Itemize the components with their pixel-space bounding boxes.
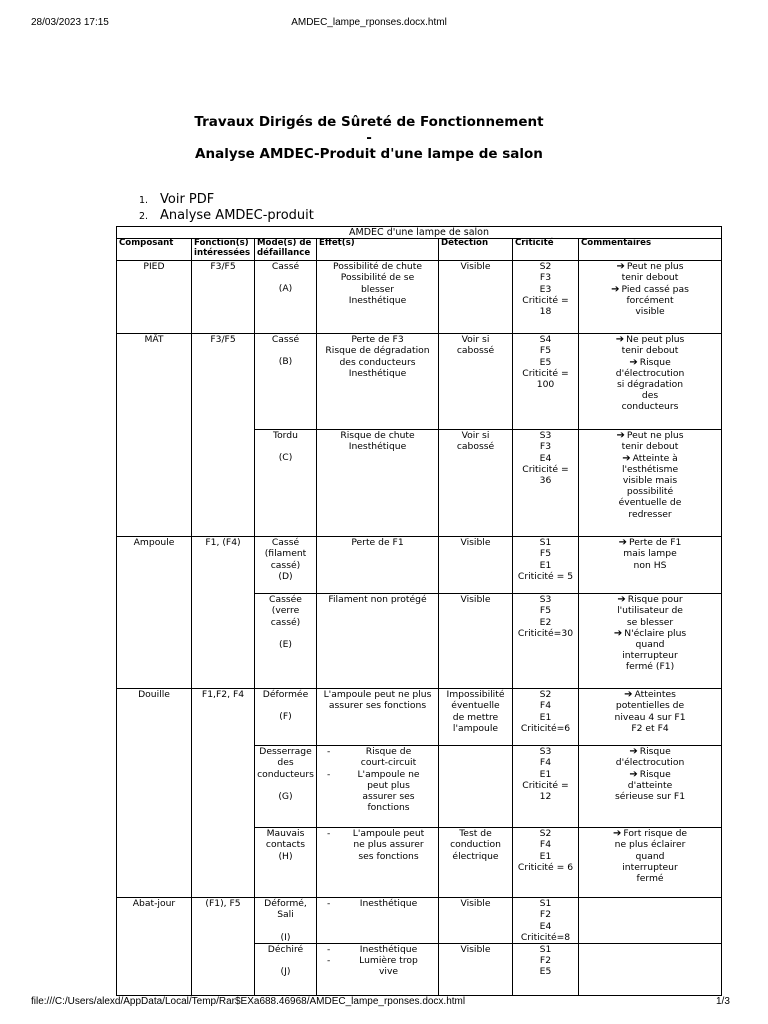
cell-mode: Desserrage des conducteurs (G) xyxy=(255,746,317,828)
cell-line: E4 xyxy=(539,920,552,932)
cell-detection: Visible xyxy=(439,537,513,594)
cell-line: S3 xyxy=(539,430,552,442)
cell-line: Voir si xyxy=(461,430,490,442)
cell-mode: Tordu (C) xyxy=(255,430,317,537)
cell-line: des xyxy=(277,757,294,769)
cell-line: (D) xyxy=(278,570,293,582)
list-number: 2. xyxy=(139,211,149,222)
cell-effets xyxy=(317,537,439,594)
cell-line: Test de xyxy=(459,828,492,840)
bullet-item: - Inesthétique xyxy=(327,898,418,910)
comment-item: ➔ Perte de F1 mais lampe non HS xyxy=(618,537,682,571)
dash-bullet-icon: - xyxy=(327,944,331,956)
arrow-right-icon: ➔ xyxy=(622,452,631,464)
cell-line: Risque de chute xyxy=(340,430,415,442)
cell-line: Criticité = xyxy=(522,779,569,791)
arrow-right-icon: ➔ xyxy=(624,689,633,701)
cell-line: E1 xyxy=(539,711,552,723)
cell-fonctions: F1,F2, F4 xyxy=(192,689,255,898)
comment-item: ➔ N'éclaire plus quand interrupteur fermé (F1) xyxy=(613,627,687,673)
cell-effets xyxy=(317,430,439,537)
cell-commentaires xyxy=(579,430,722,537)
cell-criticite xyxy=(513,689,579,746)
cell-line: F2 xyxy=(539,909,552,921)
print-file-path: file:///C:/Users/alexd/AppData/Local/Temp/Rar$EXa688.46968/AMDEC_lampe_rponses.docx.html xyxy=(31,996,466,1007)
table-row xyxy=(117,261,722,334)
header-modes: Mode(s) de défaillance xyxy=(255,239,317,261)
cell-line: l'ampoule xyxy=(452,722,499,734)
document-title: Travaux Dirigés de Sûreté de Fonctionnement xyxy=(194,114,544,130)
header-composant: Composant xyxy=(117,239,192,261)
amdec-table xyxy=(116,226,722,996)
cell-commentaires xyxy=(579,898,722,944)
cell-line: E1 xyxy=(539,768,552,780)
cell-line: cassé) xyxy=(270,559,301,571)
cell-line: S3 xyxy=(539,594,552,606)
cell-line: 18 xyxy=(539,306,552,318)
cell-fonctions: F3/F5 xyxy=(192,261,255,334)
cell-line: 12 xyxy=(539,791,552,803)
cell-line: conducteurs xyxy=(257,768,314,780)
cell-line: (H) xyxy=(278,850,293,862)
cell-criticite xyxy=(513,944,579,996)
cell-criticite xyxy=(513,334,579,430)
cell-mode: Cassée (verre cassé) (E) xyxy=(255,594,317,689)
cell-line: F3 xyxy=(539,272,552,284)
cell-line: F5 xyxy=(539,345,552,357)
comment-item: ➔ Risque pour l'utilisateur de se blesser xyxy=(617,594,683,628)
cell-commentaires xyxy=(579,746,722,828)
comment-item: ➔ Ne peut plus tenir debout xyxy=(615,334,685,357)
cell-line: Cassée xyxy=(269,594,302,606)
cell-mode xyxy=(255,537,317,594)
table-caption: AMDEC d'une lampe de salon xyxy=(117,227,722,239)
cell-line: blesser xyxy=(360,283,395,295)
list-number: 1. xyxy=(139,195,149,206)
header-commentaires: Commentaires xyxy=(579,239,722,261)
print-datetime: 28/03/2023 17:15 xyxy=(31,17,109,28)
cell-line: F4 xyxy=(539,757,552,769)
cell-line: Criticité = xyxy=(522,367,569,379)
cell-line: électrique xyxy=(452,850,499,862)
arrow-right-icon: ➔ xyxy=(617,594,626,606)
cell-line: S4 xyxy=(539,334,552,346)
cell-line: Voir si xyxy=(461,334,490,346)
cell-line: Impossibilité xyxy=(446,689,505,701)
comment-item: ➔ Risque d'électrocution si dégradation des conducteurs xyxy=(615,356,685,413)
list-text: Analyse AMDEC-produit xyxy=(160,208,314,223)
cell-line: S2 xyxy=(539,261,552,273)
cell-effets xyxy=(317,334,439,430)
arrow-right-icon: ➔ xyxy=(629,768,638,780)
cell-detection: Visible xyxy=(439,898,513,944)
header-fonctions: Fonction(s) intéressées xyxy=(192,239,255,261)
answer-list xyxy=(139,192,314,224)
table-row xyxy=(117,898,722,944)
comment-item: ➔ Atteintes potentielles de niveau 4 sur F1 F2 et F4 xyxy=(614,689,686,734)
cell-mode: Cassé (B) xyxy=(255,334,317,430)
cell-detection xyxy=(439,334,513,430)
cell-line: Mauvais xyxy=(266,828,305,840)
cell-line: Risque de dégradation xyxy=(325,345,430,357)
arrow-right-icon: ➔ xyxy=(616,430,625,442)
comment-item: ➔ Risque d'atteinte sérieuse sur F1 xyxy=(615,768,686,803)
cell-line: Criticité = xyxy=(522,463,569,475)
cell-line: Criticité=8 xyxy=(520,931,571,943)
cell-detection: Visible xyxy=(439,594,513,689)
cell-composant: MÂT xyxy=(117,334,192,537)
cell-effets xyxy=(317,689,439,746)
cell-line: conduction xyxy=(450,839,501,851)
cell-line: F5 xyxy=(539,605,552,617)
cell-line: Sali xyxy=(277,909,294,921)
comment-item: ➔ Pied cassé pas forcément visible xyxy=(611,283,689,318)
cell-fonctions: (F1), F5 xyxy=(192,898,255,996)
list-item xyxy=(139,192,314,208)
cell-line: Déformé, xyxy=(264,898,307,910)
cell-line: Criticité = 5 xyxy=(517,570,574,582)
header-detection: Détection xyxy=(439,239,513,261)
cell-detection xyxy=(439,430,513,537)
cell-composant: Ampoule xyxy=(117,537,192,689)
cell-composant: Douille xyxy=(117,689,192,898)
cell-mode: Déformée (F) xyxy=(255,689,317,746)
dash-bullet-icon: - xyxy=(327,898,331,910)
cell-line: S3 xyxy=(539,746,552,758)
cell-line: F3 xyxy=(539,441,552,453)
cell-line: E5 xyxy=(539,966,552,978)
cell-criticite xyxy=(513,746,579,828)
cell-line: S1 xyxy=(539,898,552,910)
cell-line: cabossé xyxy=(456,345,495,357)
dash-bullet-icon: - xyxy=(327,955,331,967)
cell-line: E4 xyxy=(539,452,552,464)
cell-effets xyxy=(317,746,439,828)
cell-mode: Déformé, Sali (I) xyxy=(255,898,317,944)
cell-effets xyxy=(317,944,439,996)
table-header xyxy=(117,239,722,261)
cell-line: assurer ses fonctions xyxy=(328,700,427,712)
cell-line: F4 xyxy=(539,839,552,851)
cell-line: Cassé xyxy=(271,537,300,549)
cell-commentaires xyxy=(579,537,722,594)
cell-criticite xyxy=(513,898,579,944)
cell-line: Criticité = 6 xyxy=(517,861,574,873)
cell-commentaires xyxy=(579,261,722,334)
comment-item: ➔ Atteinte à l'esthétisme visible mais possibilité éventuelle de redresser xyxy=(618,452,682,520)
cell-detection xyxy=(439,746,513,828)
list-text: Voir PDF xyxy=(160,192,215,207)
cell-line: contacts xyxy=(265,839,306,851)
table-row xyxy=(117,689,722,746)
arrow-right-icon: ➔ xyxy=(618,537,628,549)
cell-commentaires xyxy=(579,828,722,898)
arrow-right-icon: ➔ xyxy=(629,746,638,758)
cell-detection: Visible xyxy=(439,944,513,996)
cell-line: Criticité = xyxy=(522,294,569,306)
cell-line: S2 xyxy=(539,828,552,840)
comment-item: ➔ Fort risque de ne plus éclairer quand interrupteur fermé xyxy=(612,828,688,885)
dash-bullet-icon: - xyxy=(327,768,331,780)
cell-line: Desserrage xyxy=(259,746,312,758)
cell-line: de mettre xyxy=(452,711,499,723)
cell-line: (verre xyxy=(271,605,300,617)
cell-line: E5 xyxy=(539,356,552,368)
cell-line: éventuelle xyxy=(451,700,500,712)
cell-line: 36 xyxy=(539,475,552,487)
bullet-item: - L'ampoule ne peut plus assurer ses fonctions xyxy=(327,768,420,814)
cell-line: E2 xyxy=(539,616,552,628)
cell-line: 100 xyxy=(536,379,555,391)
header-criticite: Criticité xyxy=(513,239,579,261)
comment-item: ➔ Peut ne plus tenir debout xyxy=(616,261,684,284)
cell-line: S1 xyxy=(539,944,552,956)
header-effets: Effet(s) xyxy=(317,239,439,261)
cell-line: E1 xyxy=(539,559,552,571)
cell-criticite xyxy=(513,430,579,537)
cell-effets xyxy=(317,898,439,944)
cell-fonctions: F1, (F4) xyxy=(192,537,255,689)
cell-commentaires xyxy=(579,334,722,430)
cell-line: Criticité=30 xyxy=(517,627,574,639)
dash-bullet-icon: - xyxy=(327,746,331,758)
cell-effets xyxy=(317,594,439,689)
cell-line: Possibilité de chute xyxy=(333,261,422,273)
cell-mode xyxy=(255,828,317,898)
cell-line: cabossé xyxy=(456,441,495,453)
cell-line: cassé) xyxy=(270,616,301,628)
cell-criticite xyxy=(513,828,579,898)
cell-composant: PIED xyxy=(117,261,192,334)
title-separator: - xyxy=(366,130,372,146)
list-item xyxy=(139,208,314,224)
cell-line: F5 xyxy=(539,548,552,560)
cell-criticite xyxy=(513,261,579,334)
cell-line: E3 xyxy=(539,283,552,295)
cell-line: Criticité=6 xyxy=(520,722,571,734)
cell-line: E1 xyxy=(539,850,552,862)
cell-criticite xyxy=(513,594,579,689)
cell-line: (filament xyxy=(264,548,307,560)
arrow-right-icon: ➔ xyxy=(615,334,625,346)
cell-line: Possibilité de se xyxy=(340,272,415,284)
comment-item: ➔ Peut ne plus tenir debout xyxy=(616,430,684,453)
bullet-item: - Inesthétique xyxy=(327,944,418,956)
print-filename: AMDEC_lampe_rponses.docx.html xyxy=(291,17,447,28)
arrow-right-icon: ➔ xyxy=(613,627,623,639)
arrow-right-icon: ➔ xyxy=(611,283,620,295)
cell-criticite xyxy=(513,537,579,594)
cell-line: S2 xyxy=(539,689,552,701)
cell-commentaires xyxy=(579,944,722,996)
cell-fonctions: F3/F5 xyxy=(192,334,255,537)
bullet-item: - L'ampoule peut ne plus assurer ses fonctions xyxy=(327,828,425,862)
cell-effets xyxy=(317,261,439,334)
cell-line: Inesthétique xyxy=(348,367,407,379)
cell-line: Filament non protégé xyxy=(328,594,427,606)
cell-commentaires xyxy=(579,689,722,746)
cell-line: des conducteurs xyxy=(339,356,416,368)
cell-line: Perte de F3 xyxy=(351,334,404,346)
cell-composant: Abat-jour xyxy=(117,898,192,996)
cell-detection xyxy=(439,689,513,746)
cell-line: Inesthétique xyxy=(348,441,407,453)
cell-mode: Cassé (A) xyxy=(255,261,317,334)
cell-line: Perte de F1 xyxy=(351,537,404,549)
cell-detection: Visible xyxy=(439,261,513,334)
cell-line: S1 xyxy=(539,537,552,549)
print-page-number: 1/3 xyxy=(716,996,730,1007)
cell-line: F2 xyxy=(539,955,552,967)
bullet-item: - Lumière trop vive xyxy=(327,955,418,978)
dash-bullet-icon: - xyxy=(327,828,331,840)
cell-line: Inesthétique xyxy=(348,294,407,306)
cell-detection xyxy=(439,828,513,898)
arrow-right-icon: ➔ xyxy=(616,261,625,273)
arrow-right-icon: ➔ xyxy=(612,828,622,840)
document-subtitle: Analyse AMDEC-Produit d'une lampe de salon xyxy=(195,146,543,162)
comment-item: ➔ Risque d'électrocution xyxy=(615,746,685,769)
cell-line: L'ampoule peut ne plus xyxy=(323,689,432,701)
cell-line: F4 xyxy=(539,700,552,712)
table-row xyxy=(117,334,722,430)
bullet-item: - Risque de court-circuit xyxy=(327,746,417,769)
table-row xyxy=(117,537,722,594)
arrow-right-icon: ➔ xyxy=(629,356,638,368)
cell-effets xyxy=(317,828,439,898)
cell-commentaires xyxy=(579,594,722,689)
cell-mode: Déchiré (J) xyxy=(255,944,317,996)
